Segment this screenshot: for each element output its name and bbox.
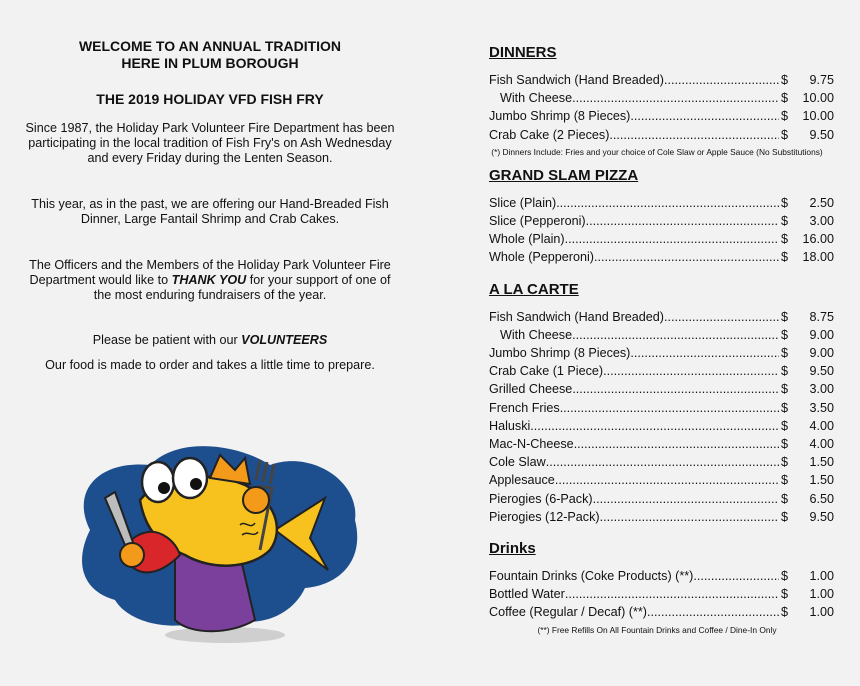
currency-symbol: $ — [780, 309, 788, 324]
right-eye-icon — [173, 458, 207, 498]
intro-paragraph-made-to-order: Our food is made to order and takes a little time to prepare. — [45, 358, 375, 372]
menu-item-name: Bottled Water — [489, 587, 565, 602]
menu-item — [489, 248, 834, 266]
currency-symbol: $ — [780, 437, 788, 452]
menu-item-name: Pierogies (6-Pack) — [489, 491, 593, 506]
dot-leader — [693, 567, 779, 585]
welcome-heading-line1: WELCOME TO AN ANNUAL TRADITION — [78, 38, 342, 54]
dot-leader — [586, 212, 779, 230]
intro-column — [20, 38, 400, 373]
menu-item-price: 3.50 — [809, 400, 834, 415]
menu-item-price: 10.00 — [802, 109, 834, 124]
dot-leader — [609, 126, 779, 144]
menu-item-name: French Fries — [489, 400, 560, 415]
menu-item-price: 1.50 — [809, 473, 834, 488]
right-fin-hand — [243, 487, 269, 513]
dot-leader — [572, 89, 779, 107]
menu-item-name: Jumbo Shrimp (8 Pieces) — [489, 109, 631, 124]
currency-symbol: $ — [780, 455, 788, 470]
menu-item-price: 4.00 — [809, 418, 834, 433]
currency-symbol: $ — [780, 418, 788, 433]
intro-paragraph-history: Since 1987, the Holiday Park Volunteer Fire Department has been participating in the local tradition of Fish Fry's on Ash Wednesday and every Friday during the Lenten Season. — [25, 121, 395, 165]
pizza-section-title: GRAND SLAM PIZZA — [489, 166, 639, 184]
dot-leader — [555, 471, 779, 489]
currency-symbol: $ — [780, 250, 788, 265]
menu-item-name: Fountain Drinks (Coke Products) (**) — [489, 569, 694, 584]
dot-leader — [594, 248, 779, 266]
currency-symbol: $ — [780, 214, 788, 229]
menu-item-name: Applesauce — [489, 473, 555, 488]
menu-item-price: 2.50 — [809, 195, 834, 210]
currency-symbol: $ — [780, 491, 788, 506]
pizza-list — [489, 194, 834, 267]
menu-item-price: 10.00 — [802, 91, 834, 106]
left-pupil — [158, 482, 170, 494]
menu-item — [489, 362, 834, 380]
menu-item-price: 9.50 — [809, 364, 834, 379]
menu-item-name: Slice (Pepperoni) — [489, 214, 586, 229]
intro-paragraph-offer: This year, as in the past, we are offering our Hand-Breaded Fish Dinner, Large Fantail Shrimp and Crab Cakes. — [31, 197, 389, 226]
menu-item-name: Fish Sandwich (Hand Breaded) — [489, 73, 665, 87]
currency-symbol: $ — [780, 509, 788, 524]
menu-item — [489, 435, 834, 453]
volunteers-emphasis: VOLUNTEERS — [241, 333, 328, 347]
currency-symbol: $ — [780, 400, 788, 415]
menu-item-name: With Cheese — [500, 327, 573, 342]
menu-item-name: Pierogies (12-Pack) — [489, 509, 600, 524]
intro-paragraph-thanks — [20, 258, 400, 303]
menu-item — [489, 417, 834, 435]
drinks-section-title: Drinks — [489, 540, 536, 558]
dot-leader — [574, 435, 779, 453]
dot-leader — [600, 508, 779, 526]
dot-leader — [546, 453, 779, 471]
dinners-note: (*) Dinners Include: Fries and your choice of Cole Slaw or Apple Sauce (No Substitutions) — [491, 146, 823, 157]
menu-item-name: Mac-N-Cheese — [489, 437, 574, 452]
menu-item — [489, 508, 834, 526]
dot-leader — [560, 399, 779, 417]
currency-symbol: $ — [780, 605, 788, 620]
menu-item-name: Jumbo Shrimp (8 Pieces) — [489, 346, 631, 361]
alacarte-section-title: A LA CARTE — [489, 280, 579, 298]
menu-item-name: Whole (Pepperoni) — [489, 250, 594, 265]
menu-item — [489, 380, 834, 398]
menu-item — [489, 326, 834, 344]
menu-item-name: Crab Cake (1 Piece) — [489, 364, 604, 379]
alacarte-list — [489, 308, 834, 526]
menu-item — [489, 212, 834, 230]
fish-mascot-illustration — [60, 420, 370, 650]
menu-item-price: 1.50 — [809, 455, 834, 470]
dot-leader — [603, 362, 779, 380]
menu-item — [489, 471, 834, 489]
currency-symbol: $ — [780, 473, 788, 488]
currency-symbol: $ — [780, 382, 788, 397]
menu-item — [489, 344, 834, 362]
menu-item-price: 3.00 — [809, 382, 834, 397]
currency-symbol: $ — [780, 127, 788, 142]
menu-item-name: Grilled Cheese — [489, 382, 573, 397]
currency-symbol: $ — [780, 109, 788, 124]
patience-text: Please be patient with our — [92, 333, 242, 347]
currency-symbol: $ — [780, 232, 788, 247]
menu-item-price: 18.00 — [802, 250, 834, 265]
menu-item-name: Crab Cake (2 Pieces) — [489, 127, 610, 142]
welcome-heading-line2: HERE IN PLUM BOROUGH — [121, 55, 299, 71]
dot-leader — [593, 490, 779, 508]
menu-item-name: Fish Sandwich (Hand Breaded) — [489, 309, 665, 324]
menu-item-price: 9.50 — [809, 509, 834, 524]
currency-symbol: $ — [780, 364, 788, 379]
menu-item — [489, 453, 834, 471]
menu-item-price: 3.00 — [809, 214, 834, 229]
currency-symbol: $ — [780, 195, 788, 210]
dot-leader — [530, 417, 779, 435]
currency-symbol: $ — [780, 587, 788, 602]
dinners-list — [489, 71, 834, 144]
menu-item-price: 9.00 — [809, 346, 834, 361]
currency-symbol: $ — [780, 569, 788, 584]
menu-item — [489, 194, 834, 212]
currency-symbol: $ — [780, 73, 788, 87]
menu-item-name: With Cheese — [500, 91, 573, 106]
menu-item — [489, 89, 834, 107]
dot-leader — [565, 230, 779, 248]
intro-paragraph-patience — [20, 333, 400, 348]
thanks-emphasis: THANK YOU — [171, 273, 247, 287]
menu-item-price: 8.75 — [809, 309, 834, 324]
drinks-note: (**) Free Refills On All Fountain Drinks and Coffee / Dine-In Only — [537, 624, 777, 635]
dot-leader — [664, 308, 779, 326]
menu-item-price: 9.00 — [809, 327, 834, 342]
currency-symbol: $ — [780, 91, 788, 106]
menu-item — [489, 126, 834, 144]
menu-item-name: Coffee (Regular / Decaf) (**) — [489, 605, 647, 620]
drinks-list — [489, 567, 834, 622]
menu-item-name: Whole (Plain) — [489, 232, 565, 247]
dot-leader — [572, 380, 779, 398]
currency-symbol: $ — [780, 327, 788, 342]
left-fin-hand — [120, 543, 144, 567]
menu-item-name: Slice (Plain) — [489, 195, 557, 210]
dot-leader — [556, 194, 779, 212]
menu-item — [489, 71, 834, 89]
dot-leader — [630, 107, 779, 125]
menu-item-price: 16.00 — [802, 232, 834, 247]
menu-item — [489, 230, 834, 248]
menu-item-price: 9.75 — [809, 73, 834, 87]
dot-leader — [572, 326, 779, 344]
menu-column — [489, 44, 834, 635]
menu-item — [489, 603, 834, 621]
menu-item-price: 1.00 — [809, 569, 834, 584]
menu-item-price: 1.00 — [809, 587, 834, 602]
menu-item — [489, 308, 834, 326]
menu-item-price: 1.00 — [809, 605, 834, 620]
dot-leader — [565, 585, 779, 603]
menu-item-name: Haluski — [489, 418, 531, 433]
menu-item-price: 9.50 — [809, 127, 834, 142]
menu-item-price: 6.50 — [809, 491, 834, 506]
menu-item-name: Cole Slaw — [489, 455, 546, 470]
menu-item — [489, 490, 834, 508]
dot-leader — [630, 344, 779, 362]
menu-item — [489, 399, 834, 417]
menu-item — [489, 107, 834, 125]
dot-leader — [664, 71, 779, 89]
menu-item — [489, 585, 834, 603]
dot-leader — [647, 603, 779, 621]
menu-item-price: 4.00 — [809, 437, 834, 452]
right-pupil — [190, 478, 202, 490]
left-eye-icon — [142, 462, 174, 502]
menu-item — [489, 567, 834, 585]
thanks-text-before: The Officers and the Members of the Holiday Park Volunteer Fire Department would like to — [29, 258, 391, 287]
event-title: THE 2019 HOLIDAY VFD FISH FRY — [96, 91, 324, 107]
thanks-text-after: for your support of one of the most enduring fundraisers of the year. — [93, 273, 391, 302]
currency-symbol: $ — [780, 346, 788, 361]
dinners-section-title: DINNERS — [489, 44, 557, 61]
